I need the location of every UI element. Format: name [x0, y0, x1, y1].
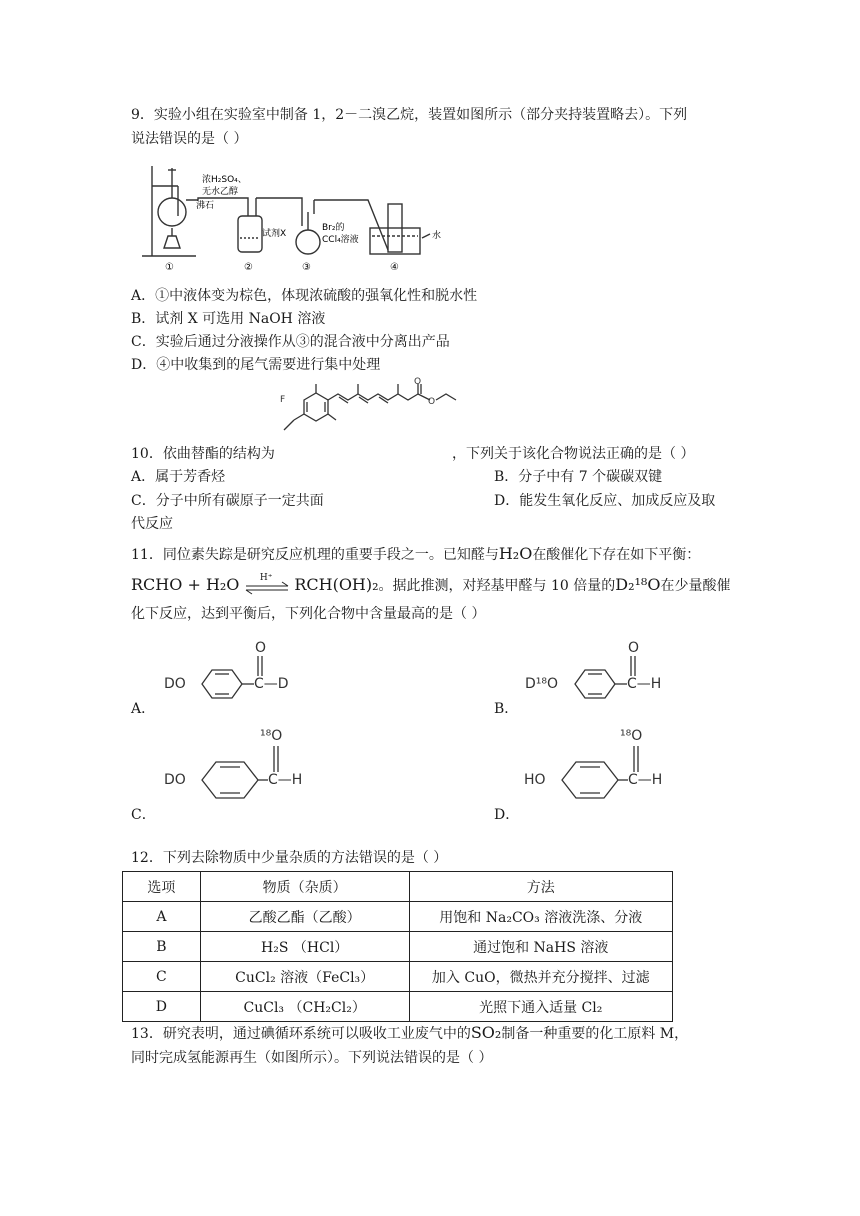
- table-cell: 用饱和 Na₂CO₃ 溶液洗涤、分液: [409, 902, 673, 932]
- q9-label-n1: ①: [165, 262, 174, 273]
- q12-stem: 12．下列去除物质中少量杂质的方法错误的是（ ）: [131, 850, 448, 866]
- q13-so2: SO₂: [470, 1023, 502, 1042]
- q11-b-left: D¹⁸O: [525, 676, 559, 692]
- q13-line1-text: 13．研究表明，通过碘循环系统可以吸收工业废气中的: [131, 1026, 471, 1042]
- q9-apparatus-figure: [138, 156, 448, 276]
- q11-c-left: DO: [164, 772, 186, 788]
- q9-label-water: 水: [432, 231, 442, 241]
- q9-label-n2: ②: [244, 262, 253, 273]
- table-header-cell: 物质（杂质）: [200, 872, 409, 902]
- q9-label-reagent2: 无水乙醇: [202, 187, 239, 197]
- table-header-cell: 选项: [123, 872, 201, 902]
- q10-stem-left: 10．依曲替酯的结构为: [131, 446, 275, 462]
- q11-d-right: C—H: [628, 772, 663, 788]
- q11-eq-right: RCH(OH)₂: [294, 575, 379, 594]
- q11-structure-c: [160, 722, 320, 806]
- q11-structure-d: [520, 722, 680, 806]
- table-row: [123, 902, 673, 932]
- table-cell: CuCl₂ 溶液（FeCl₃）: [200, 962, 409, 992]
- q11-line1-text: 11．同位素失踪是研究反应机理的重要手段之一。已知醛与: [131, 547, 499, 563]
- table-row: [123, 932, 673, 962]
- q9-stem-line1: 9．实验小组在实验室中制备 1，2－二溴乙烷，装置如图所示（部分夹持装置略去）。下列: [131, 107, 688, 123]
- table-cell: 光照下通入适量 Cl₂: [409, 992, 673, 1022]
- table-row: [123, 962, 673, 992]
- svg-text:O: O: [428, 397, 436, 407]
- q9-label-br2-2: CCl₄溶液: [322, 235, 359, 245]
- q11-b-right: C—H: [627, 676, 662, 692]
- q10-option-d-cont: 代反应: [131, 516, 173, 532]
- q11-eq-left: RCHO + H₂O: [131, 575, 240, 594]
- q9-option-a: A．①中液体变为棕色，体现浓硫酸的强氧化性和脱水性: [131, 288, 478, 304]
- q9-label-reagent1: 浓H₂SO₄、: [202, 175, 247, 185]
- q9-label-n3: ③: [302, 262, 311, 273]
- q10-option-b: B．分子中有 7 个碳碳双键: [494, 469, 663, 485]
- table-cell: CuCl₃ （CH₂Cl₂）: [200, 992, 409, 1022]
- table-cell: C: [123, 962, 201, 992]
- table-cell: H₂S （HCl）: [200, 932, 409, 962]
- q11-c-right: C—H: [268, 772, 303, 788]
- table-cell: B: [123, 932, 201, 962]
- q9-label-reagent-x: 试剂X: [262, 229, 287, 239]
- table-cell: 加入 CuO，微热并充分搅拌、过滤: [409, 962, 673, 992]
- q13-line1: [131, 1024, 688, 1043]
- q11-line2-tail: 。据此推测，对羟基甲醛与 10 倍量的: [378, 578, 616, 594]
- q9-label-br2-1: Br₂的: [322, 223, 345, 233]
- table-cell: D: [123, 992, 201, 1022]
- svg-text:O: O: [414, 377, 422, 387]
- q11-line2-end: 在少量酸催: [660, 578, 731, 594]
- q9-label-n4: ④: [390, 262, 399, 273]
- q11-heavy-water: D₂¹⁸O: [615, 575, 661, 594]
- table-cell: 通过饱和 NaHS 溶液: [409, 932, 673, 962]
- q11-eq-catalyst: H⁺: [259, 573, 273, 583]
- q11-c-top: ¹⁸O: [260, 728, 283, 744]
- table-cell: 乙酸乙酯（乙酸）: [200, 902, 409, 932]
- q11-structure-a: [160, 640, 300, 700]
- q11-line2: [131, 573, 731, 595]
- q11-a-right: C—D: [254, 676, 289, 692]
- q11-line1-tail: 在酸催化下存在如下平衡：: [532, 547, 701, 563]
- q10-option-d: D．能发生氧化反应、加成反应及取: [494, 493, 716, 509]
- q11-option-c-label: C．: [131, 807, 156, 823]
- q11-option-d-label: D．: [494, 807, 520, 823]
- q9-option-c: C．实验后通过分液操作从③的混合液中分离出产品: [131, 334, 450, 350]
- q11-line3: 化下反应，达到平衡后，下列化合物中含量最高的是（ ）: [131, 606, 486, 622]
- q11-d-top: ¹⁸O: [620, 728, 643, 744]
- q11-structure-b: [525, 640, 675, 700]
- q13-line1-tail: 制备一种重要的化工原料 M，: [501, 1026, 689, 1042]
- q10-option-a: A．属于芳香烃: [131, 469, 226, 485]
- q11-option-b-label: B．: [494, 701, 519, 717]
- q11-b-top: O: [628, 640, 640, 656]
- q13-line2: 同时完成氢能源再生（如图所示）。下列说法错误的是（ ）: [131, 1050, 493, 1066]
- q11-water-formula: H₂O: [498, 544, 533, 563]
- q11-equilibrium-arrow: [244, 573, 290, 595]
- q10-option-c: C．分子中所有碳原子一定共面: [131, 493, 324, 509]
- q9-label-boiling: 沸石: [196, 201, 215, 211]
- q10-etretinate-structure: [276, 378, 460, 438]
- svg-text:F: F: [280, 395, 286, 405]
- q11-d-left: HO: [524, 772, 546, 788]
- q12-table: [122, 871, 673, 1022]
- table-cell: A: [123, 902, 201, 932]
- q11-line1: [131, 545, 700, 564]
- table-header-cell: 方法: [409, 872, 673, 902]
- q11-a-top: O: [255, 640, 267, 656]
- q10-stem-right: ，下列关于该化合物说法正确的是（ ）: [452, 446, 695, 462]
- table-row: [123, 992, 673, 1022]
- q9-stem-line2: 说法错误的是（ ）: [131, 131, 248, 147]
- q9-option-b: B．试剂 X 可选用 NaOH 溶液: [131, 311, 326, 327]
- q11-a-left: DO: [164, 676, 186, 692]
- q9-option-d: D．④中收集到的尾气需要进行集中处理: [131, 357, 381, 373]
- q11-option-a-label: A．: [131, 701, 156, 717]
- table-header-row: [123, 872, 673, 902]
